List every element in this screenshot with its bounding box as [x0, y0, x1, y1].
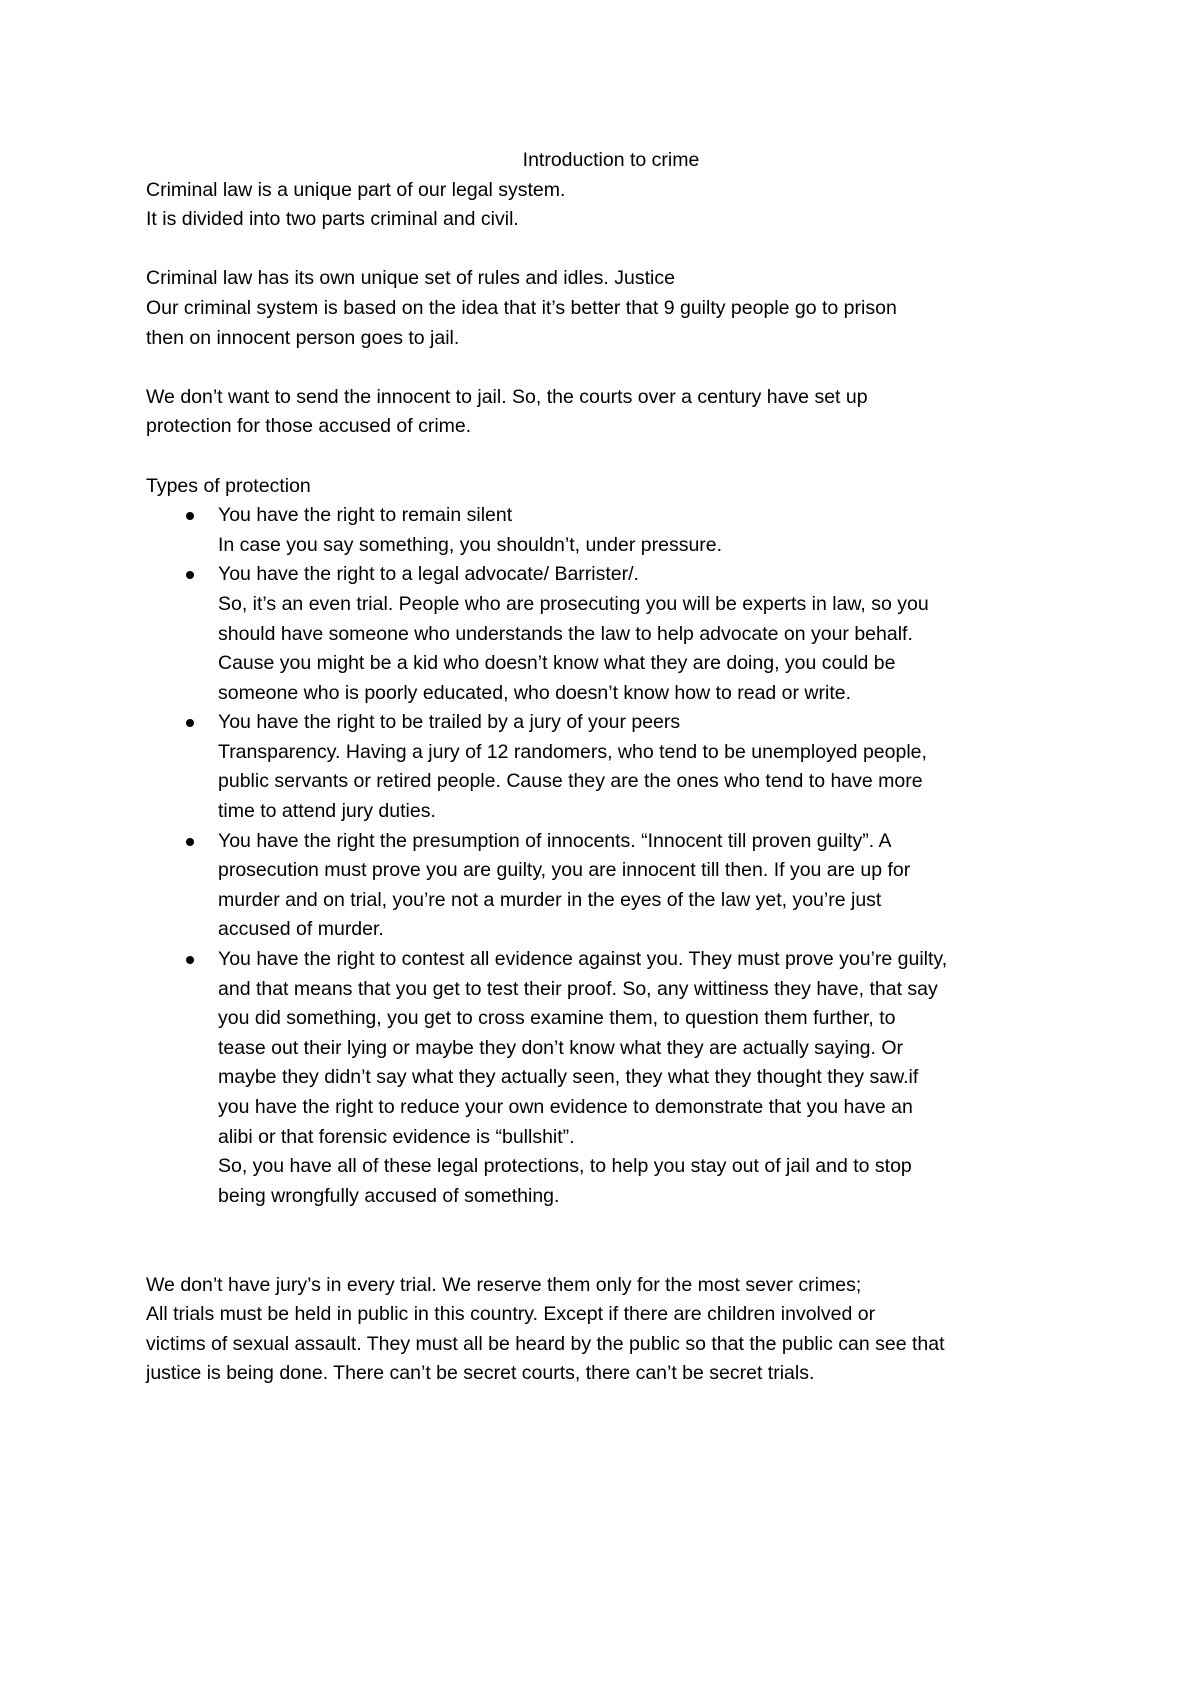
- list-item: [146, 827, 1076, 945]
- list-item-line: Cause you might be a kid who doesn’t know what they are doing, you could be: [218, 652, 896, 675]
- intro-line: It is divided into two parts criminal and civil.: [146, 208, 519, 231]
- list-item-line: So, you have all of these legal protections, to help you stay out of jail and to stop: [218, 1155, 912, 1178]
- list-item-line: prosecution must prove you are guilty, you are innocent till then. If you are up for: [218, 859, 911, 882]
- list-item-line: murder and on trial, you’re not a murder in the eyes of the law yet, you’re just: [218, 888, 882, 911]
- list-item-line: public servants or retired people. Cause they are the ones who tend to have more: [218, 770, 923, 793]
- paragraph-line: protection for those accused of crime.: [146, 415, 472, 438]
- document-body: [146, 146, 1076, 1389]
- list-item-line: should have someone who understands the law to help advocate on your behalf.: [218, 622, 913, 645]
- list-item-line: you did something, you get to cross examine them, to question them further, to: [218, 1007, 896, 1030]
- closing-line: We don’t have jury’s in every trial. We reserve them only for the most sever crimes;: [146, 1273, 862, 1296]
- list-item-line: time to attend jury duties.: [218, 800, 436, 823]
- list-item-line: being wrongfully accused of something.: [218, 1184, 560, 1207]
- paragraph-spacer: [146, 235, 1076, 265]
- list-item-line: Transparency. Having a jury of 12 randomers, who tend to be unemployed people,: [218, 740, 927, 763]
- protections-heading: Types of protection: [146, 474, 311, 497]
- list-item-line: and that means that you get to test their proof. So, any wittiness they have, that say: [218, 977, 938, 1000]
- closing-line: victims of sexual assault. They must all be heard by the public so that the public can see that: [146, 1332, 945, 1355]
- list-item-line: accused of murder.: [218, 918, 384, 941]
- list-item: [146, 501, 1076, 560]
- list-item: [146, 945, 1076, 1211]
- closing-line: justice is being done. There can’t be secret courts, there can’t be secret trials.: [146, 1362, 815, 1385]
- paragraph-line: then on innocent person goes to jail.: [146, 326, 460, 349]
- protections-list: [146, 501, 1076, 1211]
- paragraph-spacer: [146, 442, 1076, 472]
- list-item-line: You have the right to contest all evidence against you. They must prove you’re guilty,: [218, 948, 948, 971]
- paragraph-line: Criminal law has its own unique set of rules and idles. Justice: [146, 267, 675, 290]
- list-item-line: You have the right to be trailed by a jury of your peers: [218, 711, 681, 734]
- list-item-line: maybe they didn’t say what they actually seen, they what they thought they saw.if: [218, 1066, 919, 1089]
- list-item-line: So, it’s an even trial. People who are prosecuting you will be experts in law, so you: [218, 592, 929, 615]
- list-item: [146, 708, 1076, 826]
- list-item-line: you have the right to reduce your own evidence to demonstrate that you have an: [218, 1096, 913, 1118]
- list-item: [146, 560, 1076, 708]
- list-item-line: You have the right the presumption of innocents. “Innocent till proven guilty”. A: [218, 829, 892, 852]
- list-item-line: alibi or that forensic evidence is “bullshit”.: [218, 1125, 575, 1148]
- bullet-icon: [186, 512, 194, 520]
- list-item-line: tease out their lying or maybe they don’t know what they are actually saying. Or: [218, 1036, 904, 1059]
- paragraph-spacer: [146, 353, 1076, 383]
- paragraph-spacer: [146, 1211, 1076, 1270]
- list-item-line: someone who is poorly educated, who doesn’t know how to read or write.: [218, 681, 852, 704]
- list-item-line: You have the right to a legal advocate/ Barrister/.: [218, 563, 639, 586]
- paragraph-line: Our criminal system is based on the idea that it’s better that 9 guilty people go to prison: [146, 296, 897, 319]
- bullet-icon: [186, 719, 194, 727]
- paragraph-line: We don’t want to send the innocent to jail. So, the courts over a century have set up: [146, 385, 868, 408]
- list-item-line: You have the right to remain silent: [218, 504, 513, 527]
- list-item-line: In case you say something, you shouldn’t, under pressure.: [218, 533, 723, 556]
- intro-line: Criminal law is a unique part of our legal system.: [146, 178, 566, 201]
- document-title: Introduction to crime: [522, 149, 700, 171]
- closing-line: All trials must be held in public in this country. Except if there are children involved or: [146, 1303, 876, 1326]
- bullet-icon: [186, 571, 194, 579]
- bullet-icon: [186, 838, 194, 846]
- bullet-icon: [186, 956, 194, 964]
